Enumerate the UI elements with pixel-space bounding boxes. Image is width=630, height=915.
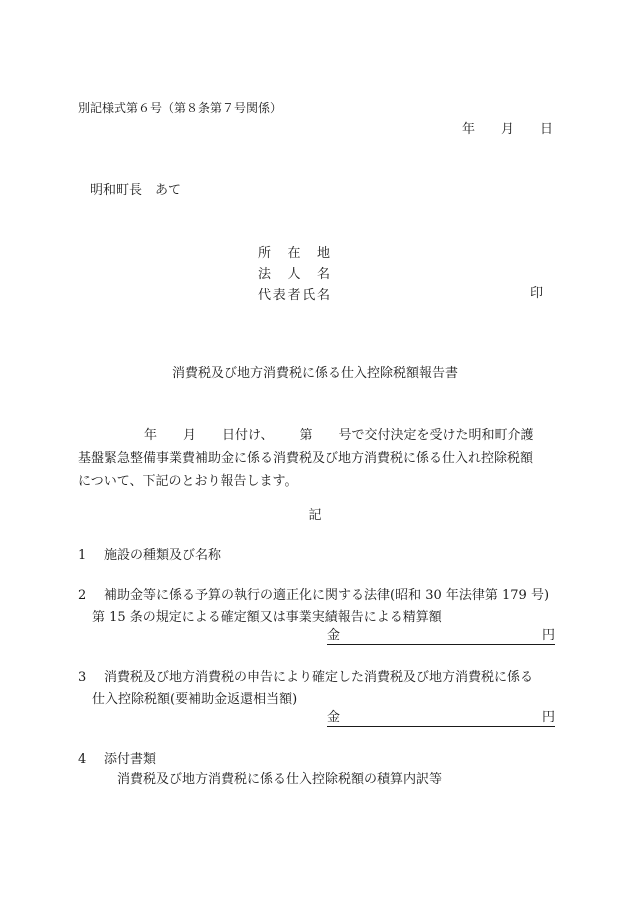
ki-heading: 記 <box>308 508 322 523</box>
body-line-3: について、下記のとおり報告します。 <box>78 474 298 489</box>
item-2-continuation: 第 15 条の規定による確定額又は事業実績報告による精算額 <box>92 610 442 625</box>
item-2-amount-field <box>327 628 555 645</box>
item-text: 施設の種類及び名称 <box>104 548 222 563</box>
item-4-attachment: 消費税及び地方消費税に係る仕入控除税額の積算内訳等 <box>117 772 443 787</box>
addressee: 明和町長 あて <box>90 183 182 198</box>
item-number: 2 <box>78 588 87 603</box>
item-text: 補助金等に係る予算の執行の適正化に関する法律(昭和 30 年法律第 179 号) <box>104 588 550 603</box>
item-number: 3 <box>78 670 87 685</box>
amount-prefix: 金 <box>327 710 341 725</box>
item-4 <box>78 752 156 768</box>
corp-name-label: 法人名 <box>258 266 330 282</box>
sender-block <box>258 243 330 306</box>
item-3-amount-field <box>327 710 555 727</box>
address-label: 所在地 <box>258 245 330 261</box>
item-number: 1 <box>78 548 87 563</box>
seal-mark: 印 <box>530 286 544 301</box>
amount-prefix: 金 <box>327 628 341 643</box>
body-line-1: 年 月 日付け、 第 号で交付決定を受けた明和町介護 <box>144 428 534 443</box>
date-day: 日 <box>540 122 554 137</box>
item-2 <box>78 588 549 604</box>
item-1 <box>78 548 221 564</box>
form-number: 別記様式第６号（第８条第７号関係） <box>78 101 283 115</box>
date-line <box>462 122 553 138</box>
amount-suffix: 円 <box>541 628 555 643</box>
item-3 <box>78 670 533 686</box>
body-line-2: 基盤緊急整備事業費補助金に係る消費税及び地方消費税に係る仕入れ控除税額 <box>78 451 534 466</box>
document-title: 消費税及び地方消費税に係る仕入控除税額報告書 <box>171 366 458 381</box>
item-text: 消費税及び地方消費税の申告により確定した消費税及び地方消費税に係る <box>104 670 534 685</box>
amount-suffix: 円 <box>541 710 555 725</box>
item-number: 4 <box>78 752 87 767</box>
body-paragraph <box>78 424 558 493</box>
date-year: 年 <box>462 122 476 137</box>
item-text: 添付書類 <box>104 752 157 767</box>
item-3-continuation: 仕入控除税額(要補助金返還相当額) <box>92 692 298 707</box>
date-month: 月 <box>501 122 515 137</box>
representative-label: 代表者氏名 <box>258 287 330 303</box>
